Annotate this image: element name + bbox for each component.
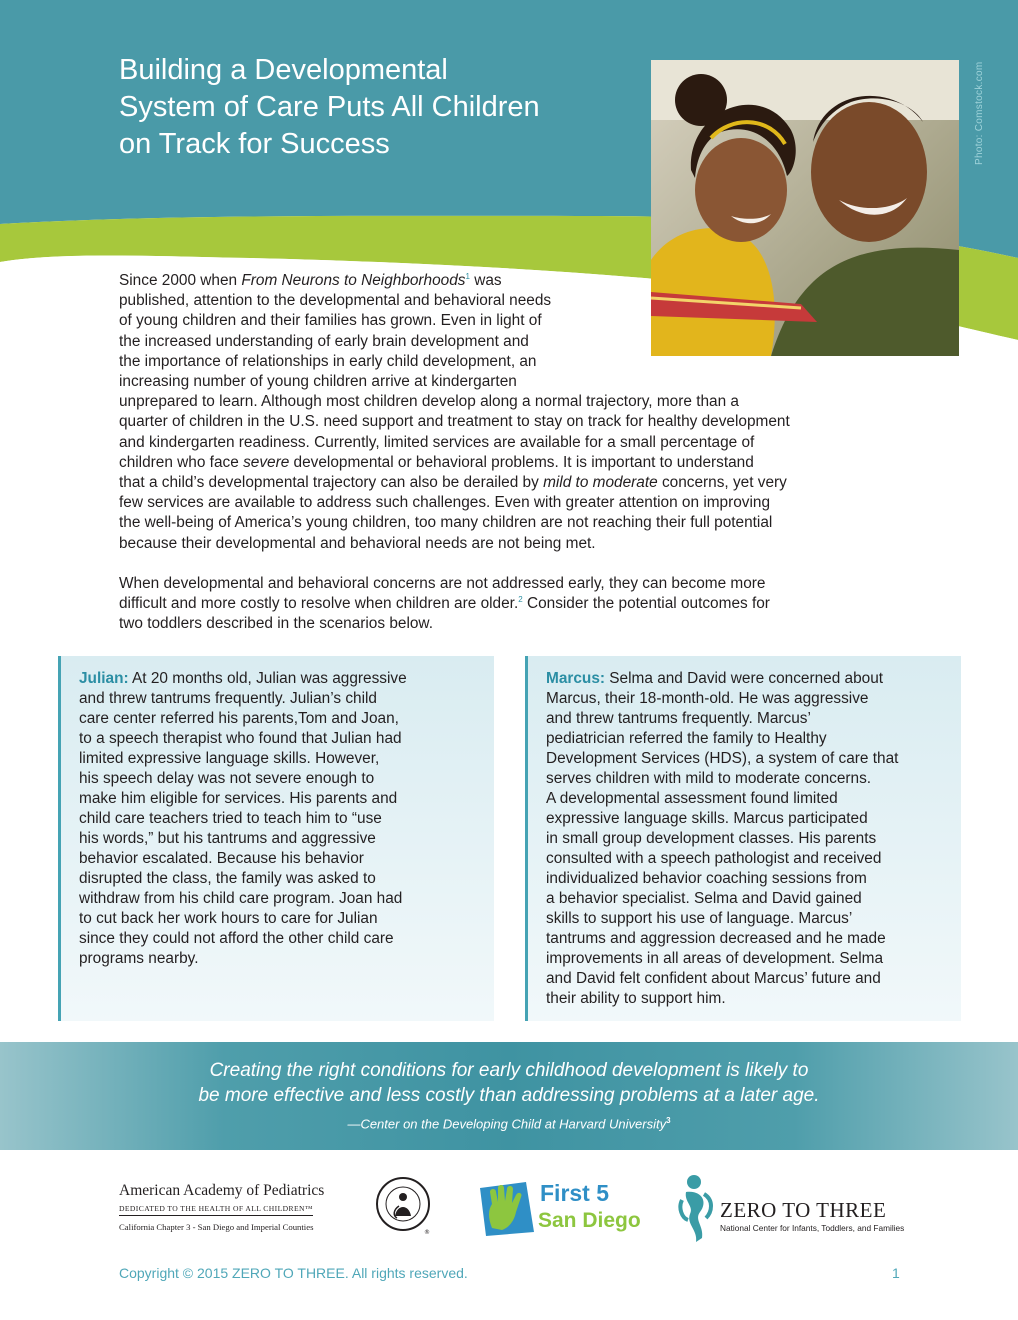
aap-chapter: California Chapter 3 - San Diego and Imperial Counties bbox=[119, 1222, 314, 1232]
text-line: programs nearby. bbox=[79, 950, 199, 967]
text-line: increasing number of young children arrive at kindergarten bbox=[119, 373, 517, 391]
text-line: individualized behavior coaching sessions from bbox=[546, 870, 867, 887]
text-line: child care teachers tried to teach him to “use bbox=[79, 810, 382, 827]
scenario-name: Marcus: bbox=[546, 670, 606, 687]
first5-hand-icon bbox=[474, 1174, 644, 1240]
copyright-notice: Copyright © 2015 ZERO TO THREE. All rights reserved. bbox=[119, 1265, 468, 1281]
quote-attribution bbox=[0, 1116, 1018, 1131]
text-line: A developmental assessment found limited bbox=[546, 790, 838, 807]
text-run: was bbox=[469, 272, 502, 289]
aap-tagline: DEDICATED TO THE HEALTH OF ALL CHILDREN™ bbox=[119, 1204, 313, 1216]
photo-credit: Photo: Comstock.com bbox=[974, 61, 985, 165]
first5-region: San Diego bbox=[538, 1209, 641, 1232]
zero-to-three-logo bbox=[678, 1172, 928, 1244]
text-line: improvements in all areas of development. Selma bbox=[546, 950, 884, 967]
text-run: developmental or behavioral problems. It is important to understand bbox=[289, 453, 754, 471]
text-line: the increased understanding of early brain development and bbox=[119, 332, 529, 350]
text-line bbox=[119, 271, 919, 291]
text-run: At 20 months old, Julian was aggressive bbox=[128, 670, 407, 687]
svg-text:®: ® bbox=[424, 1229, 430, 1236]
title-line: System of Care Puts All Children bbox=[119, 91, 540, 123]
scenario-text bbox=[79, 669, 407, 969]
aap-seal-icon bbox=[375, 1176, 431, 1236]
text-line: his speech delay was not severe enough to bbox=[79, 770, 375, 787]
zero-to-three-name: ZERO TO THREE bbox=[720, 1198, 887, 1222]
zero-to-three-figure-icon bbox=[678, 1172, 718, 1244]
text-line: pediatrician referred the family to Healthy bbox=[546, 730, 827, 747]
text-run: concerns, yet very bbox=[657, 474, 787, 492]
text-line: serves children with mild to moderate concerns. bbox=[546, 770, 872, 787]
title-line: on Track for Success bbox=[119, 128, 390, 160]
scenario-name: Julian: bbox=[79, 670, 129, 687]
text-line: the well-being of America’s young children, too many children are not reaching their full potential bbox=[119, 514, 773, 532]
emphasis: severe bbox=[243, 453, 290, 471]
text-line: disrupted the class, the family was asked to bbox=[79, 870, 376, 887]
text-line: of young children and their families has grown. Even in light of bbox=[119, 312, 542, 330]
text-line: and threw tantrums frequently. Marcus’ bbox=[546, 710, 811, 727]
attribution-text: —Center on the Developing Child at Harvard University bbox=[347, 1116, 667, 1132]
text-line: to a speech therapist who found that Julian had bbox=[79, 730, 402, 747]
first5-title: First 5 bbox=[540, 1180, 610, 1206]
intro-text bbox=[119, 271, 919, 634]
text-line: and David felt confident about Marcus’ future and bbox=[546, 970, 881, 987]
text-line: unprepared to learn. Although most children develop along a normal trajectory, more than a bbox=[119, 393, 739, 411]
text-line: tantrums and aggression decreased and he made bbox=[546, 930, 886, 947]
title-line: Building a Developmental bbox=[119, 54, 448, 86]
scenario-text bbox=[546, 669, 898, 1009]
julian-scenario-box bbox=[58, 656, 494, 1021]
footnote-marker: 3 bbox=[666, 1116, 671, 1125]
text-line bbox=[119, 453, 919, 473]
pull-quote bbox=[0, 1042, 1018, 1150]
text-line: make him eligible for services. His parents and bbox=[79, 790, 398, 807]
text-run: Since 2000 when bbox=[119, 272, 242, 289]
text-line: published, attention to the developmental and behavioral needs bbox=[119, 292, 552, 310]
text-run: Consider the potential outcomes for bbox=[522, 595, 770, 613]
text-line: expressive language skills. Marcus participated bbox=[546, 810, 868, 827]
text-line: care center referred his parents,Tom and Joan, bbox=[79, 710, 399, 727]
page-number: 1 bbox=[892, 1265, 900, 1281]
text-line bbox=[119, 594, 919, 614]
text-run: that a child’s developmental trajectory can also be derailed by bbox=[119, 474, 544, 492]
text-line: and kindergarten readiness. Currently, limited services are available for a small percentage of bbox=[119, 433, 755, 451]
text-line: a behavior specialist. Selma and David gained bbox=[546, 890, 862, 907]
text-line: behavior escalated. Because his behavior bbox=[79, 850, 364, 867]
first5-san-diego-logo bbox=[474, 1174, 644, 1240]
text-line: limited expressive language skills. However, bbox=[79, 750, 380, 767]
aap-name: American Academy of Pediatrics bbox=[119, 1182, 325, 1199]
text-line: Marcus, their 18-month-old. He was aggressive bbox=[546, 690, 869, 707]
emphasis: mild to moderate bbox=[543, 474, 658, 492]
text-line: in small group development classes. His parents bbox=[546, 830, 877, 847]
text-line: Development Services (HDS), a system of care that bbox=[546, 750, 899, 767]
text-run: Selma and David were concerned about bbox=[605, 670, 884, 687]
footnote-marker: 2 bbox=[518, 594, 523, 604]
quote-line: be more effective and less costly than addressing problems at a later age. bbox=[198, 1085, 820, 1106]
text-line bbox=[79, 669, 407, 689]
text-line: their ability to support him. bbox=[546, 990, 726, 1007]
text-line: quarter of children in the U.S. need support and treatment to stay on track for healthy development bbox=[119, 413, 790, 431]
text-line: two toddlers described in the scenarios below. bbox=[119, 615, 433, 633]
page-title bbox=[119, 52, 540, 163]
text-line: consulted with a speech pathologist and received bbox=[546, 850, 882, 867]
text-line: since they could not afford the other child care bbox=[79, 930, 394, 947]
book-title: From Neurons to Neighborhoods bbox=[241, 272, 466, 289]
text-line: withdraw from his child care program. Joan had bbox=[79, 890, 403, 907]
quote-line: Creating the right conditions for early childhood development is likely to bbox=[209, 1060, 809, 1081]
aap-logo bbox=[119, 1176, 439, 1246]
text-line: and threw tantrums frequently. Julian’s child bbox=[79, 690, 377, 707]
marcus-scenario-box bbox=[525, 656, 961, 1021]
text-line: to cut back her work hours to care for Julian bbox=[79, 910, 378, 927]
text-run: difficult and more costly to resolve when children are older. bbox=[119, 595, 519, 613]
text-line: because their developmental and behavioral needs are not being met. bbox=[119, 534, 596, 552]
intro-paragraph bbox=[119, 574, 919, 635]
text-line: skills to support his use of language. Marcus’ bbox=[546, 910, 853, 927]
footnote-marker: 1 bbox=[465, 271, 470, 281]
text-line bbox=[119, 473, 919, 493]
intro-paragraph bbox=[119, 271, 919, 554]
text-line: the importance of relationships in early child development, an bbox=[119, 352, 537, 370]
text-line: few services are available to address such challenges. Even with greater attention on improving bbox=[119, 494, 771, 512]
zero-to-three-subtitle: National Center for Infants, Toddlers, and Families bbox=[720, 1223, 905, 1233]
text-run: children who face bbox=[119, 453, 244, 471]
text-line: his words,” but his tantrums and aggressive bbox=[79, 830, 376, 847]
text-line bbox=[546, 669, 898, 689]
text-line: When developmental and behavioral concerns are not addressed early, they can become more bbox=[119, 574, 766, 592]
